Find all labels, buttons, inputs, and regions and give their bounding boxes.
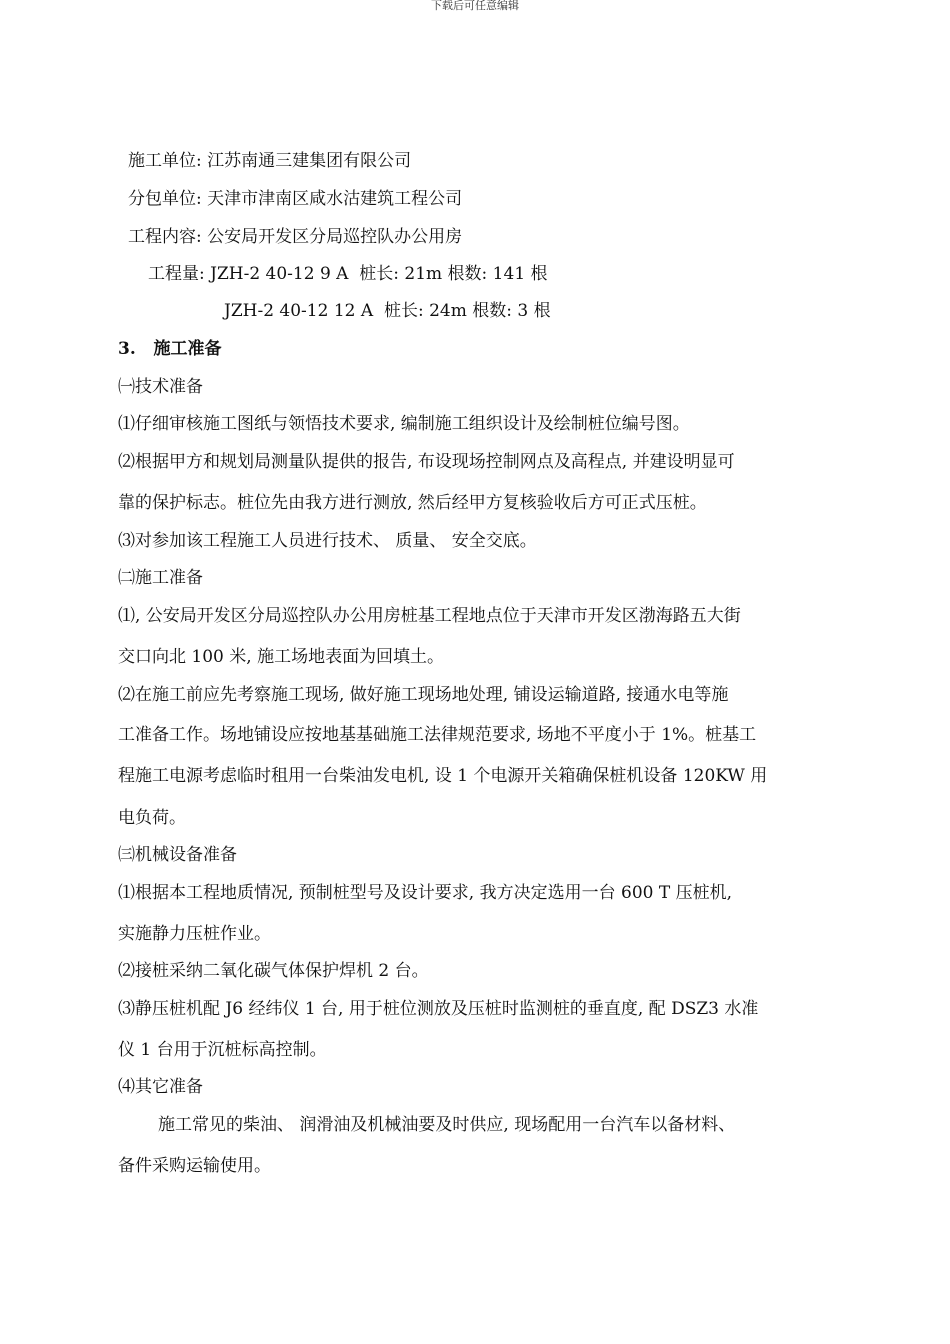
paragraph-4-line-1: ⑴, 公安局开发区分局巡控队办公用房桩基工程地点位于天津市开发区渤海路五大街 xyxy=(118,606,741,626)
construction-unit: 施工单位: 江苏南通三建集团有限公司 xyxy=(128,151,412,171)
heading-construction-prep: ㈡施工准备 xyxy=(118,568,203,588)
section-title: 3. 施工准备 xyxy=(118,339,222,359)
paragraph-5-line-2: 工准备工作。场地铺设应按地基基础施工法律规范要求, 场地不平度小于 1%。桩基工 xyxy=(118,725,757,745)
paragraph-2-line-2: 靠的保护标志。桩位先由我方进行测放, 然后经甲方复核验收后方可正式压桩。 xyxy=(118,493,707,513)
paragraph-9-line-2: 备件采购运输使用。 xyxy=(118,1156,271,1176)
project-quantity-2: JZH-2 40-12 12 A 桩长: 24m 根数: 3 根 xyxy=(224,301,551,321)
paragraph-5-line-3: 程施工电源考虑临时租用一台柴油发电机, 设 1 个电源开关箱确保桩机设备 120KW 用 xyxy=(118,766,768,786)
paragraph-8-line-1: ⑶静压桩机配 J6 经纬仪 1 台, 用于桩位测放及压桩时监测桩的垂直度, 配 DSZ3 水准 xyxy=(118,999,759,1019)
paragraph-5-line-1: ⑵在施工前应先考察施工现场, 做好施工现场地处理, 铺设运输道路, 接通水电等施 xyxy=(118,685,729,705)
heading-equipment-prep: ㈢机械设备准备 xyxy=(118,845,237,865)
paragraph-6-line-2: 实施静力压桩作业。 xyxy=(118,924,271,944)
paragraph-2-line-1: ⑵根据甲方和规划局测量队提供的报告, 布设现场控制网点及高程点, 并建设明显可 xyxy=(118,452,735,472)
heading-technical-prep: ㈠技术准备 xyxy=(118,377,203,397)
subcontractor-unit: 分包单位: 天津市津南区咸水沽建筑工程公司 xyxy=(128,189,463,209)
header-note: 下载后可任意编辑 xyxy=(431,0,519,12)
paragraph-9-line-1: 施工常见的柴油、 润滑油及机械油要及时供应, 现场配用一台汽车以备材料、 xyxy=(158,1115,736,1135)
paragraph-5-line-4: 电负荷。 xyxy=(118,808,186,828)
paragraph-8-line-2: 仪 1 台用于沉桩标高控制。 xyxy=(118,1040,327,1060)
paragraph-1: ⑴仔细审核施工图纸与领悟技术要求, 编制施工组织设计及绘制桩位编号图。 xyxy=(118,414,690,434)
paragraph-4-line-2: 交口向北 100 米, 施工场地表面为回填土。 xyxy=(118,647,445,667)
heading-other-prep: ⑷其它准备 xyxy=(118,1077,203,1097)
paragraph-6-line-1: ⑴根据本工程地质情况, 预制桩型号及设计要求, 我方决定选用一台 600 T 压桩机, xyxy=(118,883,733,903)
paragraph-7: ⑵接桩采纳二氧化碳气体保护焊机 2 台。 xyxy=(118,961,429,981)
project-quantity-1: 工程量: JZH-2 40-12 9 A 桩长: 21m 根数: 141 根 xyxy=(148,264,548,284)
project-content: 工程内容: 公安局开发区分局巡控队办公用房 xyxy=(128,227,463,247)
paragraph-3: ⑶对参加该工程施工人员进行技术、 质量、 安全交底。 xyxy=(118,531,537,551)
